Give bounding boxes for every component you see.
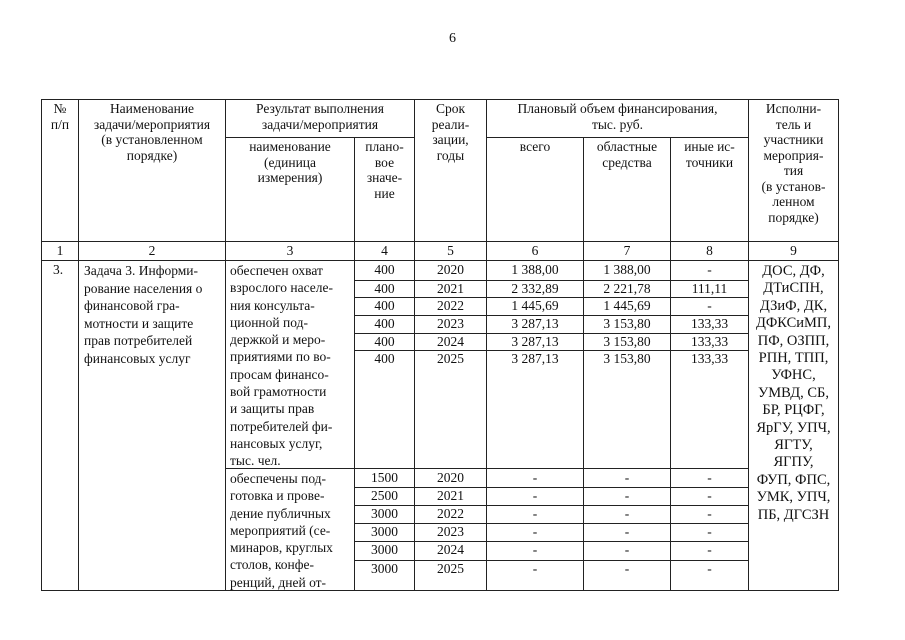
header-total: всего — [519, 139, 551, 154]
regional-value: - — [624, 506, 630, 521]
planned-value: 3000 — [371, 506, 398, 521]
header-result-value: плано- вое значе- ние — [365, 139, 404, 201]
year-value: 2021 — [437, 281, 464, 296]
regional-value: 3 153,80 — [603, 334, 651, 349]
header-regional: областные средства — [596, 139, 658, 170]
regional-value: 3 153,80 — [603, 351, 651, 366]
grid-hline — [486, 137, 749, 138]
total-value: - — [532, 488, 538, 503]
result-name: обеспечен охват взрослого населе- ния консульта- ционной под- держкой и меро- приятиями по во- просам финансо- вой грамотности и защиты прав потребителей фи- нансовых услуг, тыс. чел. — [230, 263, 333, 469]
planned-value: 1500 — [371, 470, 398, 485]
page-number: 6 — [449, 31, 456, 46]
year-value: 2020 — [437, 262, 464, 277]
header-funding: Плановый объем финансирования, тыс. руб. — [517, 101, 718, 132]
year-value: 2024 — [437, 334, 464, 349]
other-value: - — [707, 470, 712, 485]
year-value: 2025 — [437, 561, 464, 576]
total-value: 3 287,13 — [511, 316, 559, 331]
result-name: обеспечены под- готовка и прове- дение публичных мероприятий (се- минаров, круглых столов, конфе- ренций, дней от- — [230, 471, 333, 590]
other-value: 133,33 — [690, 316, 729, 331]
column-number: 5 — [447, 243, 454, 258]
other-value: - — [707, 298, 712, 313]
year-value: 2025 — [437, 351, 464, 366]
header-executors: Исполни- тель и участники мероприя- тия (в установ- ленном порядке) — [761, 101, 826, 225]
other-value: - — [707, 561, 712, 576]
column-number: 3 — [286, 243, 294, 258]
year-value: 2023 — [437, 316, 464, 331]
regional-value: - — [624, 561, 630, 576]
regional-value: - — [624, 488, 630, 503]
total-value: 1 445,69 — [511, 298, 559, 313]
year-value: 2022 — [437, 298, 464, 313]
total-value: 2 332,89 — [511, 281, 559, 296]
planned-value: 400 — [374, 334, 395, 349]
regional-value: 3 153,80 — [603, 316, 651, 331]
total-value: - — [532, 561, 538, 576]
other-value: 133,33 — [690, 351, 729, 366]
planned-value: 400 — [374, 298, 395, 313]
other-value: - — [707, 524, 712, 539]
other-value: 133,33 — [690, 334, 729, 349]
total-value: 3 287,13 — [511, 334, 559, 349]
year-value: 2024 — [437, 542, 464, 557]
grid-hline — [41, 99, 839, 100]
year-value: 2022 — [437, 506, 464, 521]
header-period: Срок реали- зации, годы — [431, 101, 470, 163]
planned-value: 3000 — [371, 542, 398, 557]
grid-hline — [41, 260, 839, 261]
column-number: 6 — [531, 243, 539, 258]
total-value: 3 287,13 — [511, 351, 559, 366]
header-result: Результат выполнения задачи/мероприятия — [256, 101, 384, 132]
total-value: - — [532, 506, 538, 521]
column-number: 2 — [148, 243, 156, 258]
grid-vline — [41, 99, 42, 590]
grid-vline — [78, 99, 79, 590]
other-value: - — [707, 262, 712, 277]
total-value: - — [532, 524, 538, 539]
regional-value: - — [624, 542, 630, 557]
planned-value: 400 — [374, 316, 395, 331]
total-value: - — [532, 542, 538, 557]
grid-hline — [225, 137, 415, 138]
planned-value: 3000 — [371, 524, 398, 539]
regional-value: - — [624, 470, 630, 485]
grid-hline — [41, 590, 839, 591]
total-value: 1 388,00 — [511, 262, 559, 277]
planned-value: 400 — [374, 351, 395, 366]
planned-value: 2500 — [371, 488, 398, 503]
total-value: - — [532, 470, 538, 485]
regional-value: 2 221,78 — [603, 281, 651, 296]
column-number: 4 — [381, 243, 388, 258]
grid-hline — [41, 241, 839, 242]
year-value: 2023 — [437, 524, 464, 539]
header-number: № п/п — [50, 101, 70, 132]
other-value: - — [707, 488, 712, 503]
executors-list: ДОС, ДФ, ДТиСПН, ДЗиФ, ДК, ДФКСиМП, ПФ, ОЗПП, РПН, ТПП, УФНС, УМВД, СБ, БР, РЦФГ, ЯрГУ, УПЧ, ЯГТУ, ЯГПУ, ФУП, ФПС, УМК, УПЧ, ПБ, ДГСЗН — [755, 263, 832, 523]
column-number: 8 — [706, 243, 713, 258]
planned-value: 400 — [374, 262, 395, 277]
row-number: 3. — [53, 262, 64, 277]
year-value: 2020 — [437, 470, 464, 485]
header-task-name: Наименование задачи/мероприятия (в установленном порядке) — [93, 101, 211, 163]
planned-value: 400 — [374, 281, 395, 296]
column-number: 1 — [56, 243, 64, 258]
header-other: иные ис- точники — [684, 139, 735, 170]
other-value: - — [707, 506, 712, 521]
regional-value: 1 388,00 — [603, 262, 651, 277]
column-number: 7 — [623, 243, 631, 258]
regional-value: 1 445,69 — [603, 298, 651, 313]
header-result-name: наименование (единица измерения) — [249, 139, 331, 185]
column-number: 9 — [790, 243, 797, 258]
regional-value: - — [624, 524, 630, 539]
other-value: 111,11 — [691, 281, 728, 296]
planned-value: 3000 — [371, 561, 398, 576]
grid-vline — [838, 99, 839, 590]
task-name: Задача 3. Информи- рование населения о финансовой гра- мотности и защите прав потребителей финансовых услуг — [84, 263, 203, 366]
year-value: 2021 — [437, 488, 464, 503]
other-value: - — [707, 542, 712, 557]
